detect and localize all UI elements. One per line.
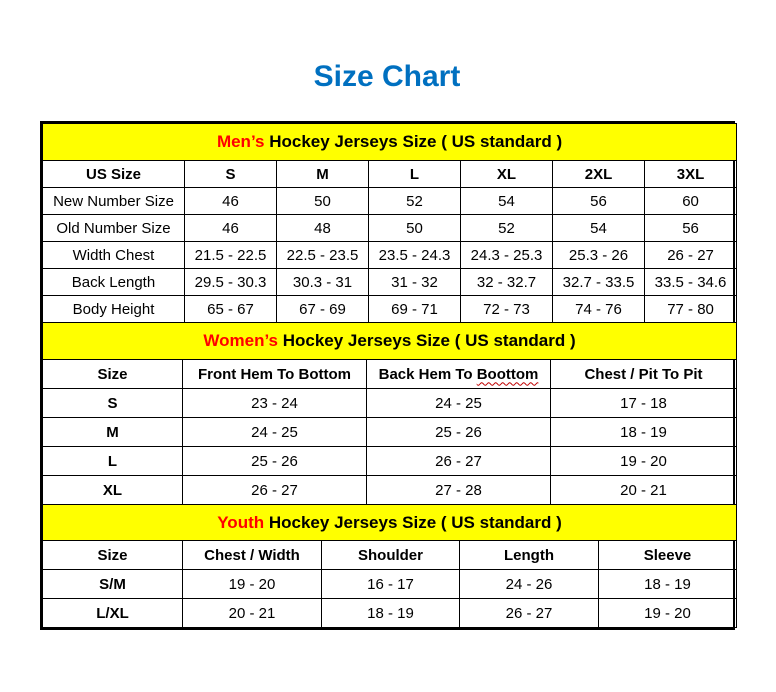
youth-row-label: L/XL	[43, 599, 183, 628]
womens-col-header	[367, 360, 551, 389]
youth-header-row	[43, 541, 737, 570]
mens-value-cell: 77 - 80	[645, 296, 737, 323]
womens-value-cell: 26 - 27	[183, 476, 367, 505]
youth-value-cell: 24 - 26	[460, 570, 599, 599]
mens-band-row	[43, 124, 737, 161]
size-chart-tables	[40, 121, 735, 630]
mens-row-label: New Number Size	[43, 188, 185, 215]
womens-value-cell: 20 - 21	[551, 476, 737, 505]
youth-table	[42, 504, 737, 628]
mens-value-cell: 69 - 71	[369, 296, 461, 323]
mens-value-cell: 31 - 32	[369, 269, 461, 296]
youth-value-cell: 18 - 19	[322, 599, 460, 628]
womens-value-cell: 25 - 26	[367, 418, 551, 447]
mens-value-cell: 54	[553, 215, 645, 242]
page-title: Size Chart	[313, 60, 461, 93]
womens-table	[42, 322, 737, 505]
mens-value-cell: 26 - 27	[645, 242, 737, 269]
youth-section-band	[43, 505, 737, 541]
womens-value-cell: 24 - 25	[367, 389, 551, 418]
mens-section-band	[43, 124, 737, 161]
womens-header-row	[43, 360, 737, 389]
youth-band-highlight: Youth	[217, 512, 265, 532]
mens-value-cell: 67 - 69	[277, 296, 369, 323]
youth-col-header: Chest / Width	[183, 541, 322, 570]
womens-band-text: Hockey Jerseys Size ( US standard )	[278, 331, 576, 350]
mens-table-row	[43, 188, 737, 215]
youth-value-cell: 16 - 17	[322, 570, 460, 599]
youth-row-label: S/M	[43, 570, 183, 599]
mens-value-cell: 46	[185, 188, 277, 215]
womens-value-cell: 23 - 24	[183, 389, 367, 418]
womens-table-row	[43, 389, 737, 418]
mens-value-cell: 48	[277, 215, 369, 242]
mens-header-row	[43, 161, 737, 188]
womens-band-row	[43, 323, 737, 360]
womens-row-label: XL	[43, 476, 183, 505]
mens-row-label: Width Chest	[43, 242, 185, 269]
mens-row-label: Back Length	[43, 269, 185, 296]
womens-value-cell: 17 - 18	[551, 389, 737, 418]
mens-value-cell: 30.3 - 31	[277, 269, 369, 296]
youth-band-row	[43, 505, 737, 541]
womens-col-header-text: Back Hem To	[378, 365, 477, 383]
mens-value-cell: 21.5 - 22.5	[185, 242, 277, 269]
womens-value-cell: 25 - 26	[183, 447, 367, 476]
womens-misspelled-word: Boottom	[476, 365, 539, 383]
mens-table-row	[43, 269, 737, 296]
mens-value-cell: 50	[277, 188, 369, 215]
mens-value-cell: 46	[185, 215, 277, 242]
womens-col-header: Front Hem To Bottom	[183, 360, 367, 389]
womens-row-label: L	[43, 447, 183, 476]
mens-value-cell: 72 - 73	[461, 296, 553, 323]
womens-value-cell: 24 - 25	[183, 418, 367, 447]
mens-value-cell: 32.7 - 33.5	[553, 269, 645, 296]
youth-table-row	[43, 570, 737, 599]
mens-value-cell: 74 - 76	[553, 296, 645, 323]
youth-value-cell: 19 - 20	[599, 599, 737, 628]
womens-value-cell: 19 - 20	[551, 447, 737, 476]
youth-col-header: Length	[460, 541, 599, 570]
mens-table-row	[43, 296, 737, 323]
mens-col-header: 3XL	[645, 161, 737, 188]
mens-value-cell: 60	[645, 188, 737, 215]
mens-row-label: Body Height	[43, 296, 185, 323]
mens-band-text: Hockey Jerseys Size ( US standard )	[264, 132, 563, 151]
mens-value-cell: 52	[461, 215, 553, 242]
mens-value-cell: 54	[461, 188, 553, 215]
womens-col-header: Chest / Pit To Pit	[551, 360, 737, 389]
mens-value-cell: 24.3 - 25.3	[461, 242, 553, 269]
mens-value-cell: 50	[369, 215, 461, 242]
youth-value-cell: 26 - 27	[460, 599, 599, 628]
mens-col-header: M	[277, 161, 369, 188]
mens-col-header: 2XL	[553, 161, 645, 188]
youth-band-text: Hockey Jerseys Size ( US standard )	[264, 512, 562, 532]
mens-table-row	[43, 215, 737, 242]
womens-table-row	[43, 447, 737, 476]
mens-value-cell: 56	[553, 188, 645, 215]
mens-value-cell: 25.3 - 26	[553, 242, 645, 269]
womens-section-band	[43, 323, 737, 360]
youth-col-header: Shoulder	[322, 541, 460, 570]
mens-value-cell: 56	[645, 215, 737, 242]
mens-value-cell: 33.5 - 34.6	[645, 269, 737, 296]
mens-band-highlight: Men’s	[216, 132, 265, 151]
womens-value-cell: 18 - 19	[551, 418, 737, 447]
womens-band-highlight: Women’s	[203, 331, 278, 350]
mens-value-cell: 23.5 - 24.3	[369, 242, 461, 269]
mens-value-cell: 32 - 32.7	[461, 269, 553, 296]
womens-col-header: Size	[43, 360, 183, 389]
mens-col-header: S	[185, 161, 277, 188]
mens-col-header: L	[369, 161, 461, 188]
mens-table	[42, 123, 737, 323]
mens-row-label: Old Number Size	[43, 215, 185, 242]
mens-value-cell: 65 - 67	[185, 296, 277, 323]
youth-table-row	[43, 599, 737, 628]
womens-row-label: S	[43, 389, 183, 418]
youth-value-cell: 18 - 19	[599, 570, 737, 599]
youth-col-header: Size	[43, 541, 183, 570]
mens-value-cell: 52	[369, 188, 461, 215]
womens-value-cell: 27 - 28	[367, 476, 551, 505]
mens-value-cell: 29.5 - 30.3	[185, 269, 277, 296]
mens-value-cell: 22.5 - 23.5	[277, 242, 369, 269]
womens-value-cell: 26 - 27	[367, 447, 551, 476]
youth-col-header: Sleeve	[599, 541, 737, 570]
mens-col-header: US Size	[43, 161, 185, 188]
mens-col-header: XL	[461, 161, 553, 188]
youth-value-cell: 19 - 20	[183, 570, 322, 599]
womens-row-label: M	[43, 418, 183, 447]
womens-table-row	[43, 418, 737, 447]
mens-table-row	[43, 242, 737, 269]
youth-value-cell: 20 - 21	[183, 599, 322, 628]
womens-table-row	[43, 476, 737, 505]
